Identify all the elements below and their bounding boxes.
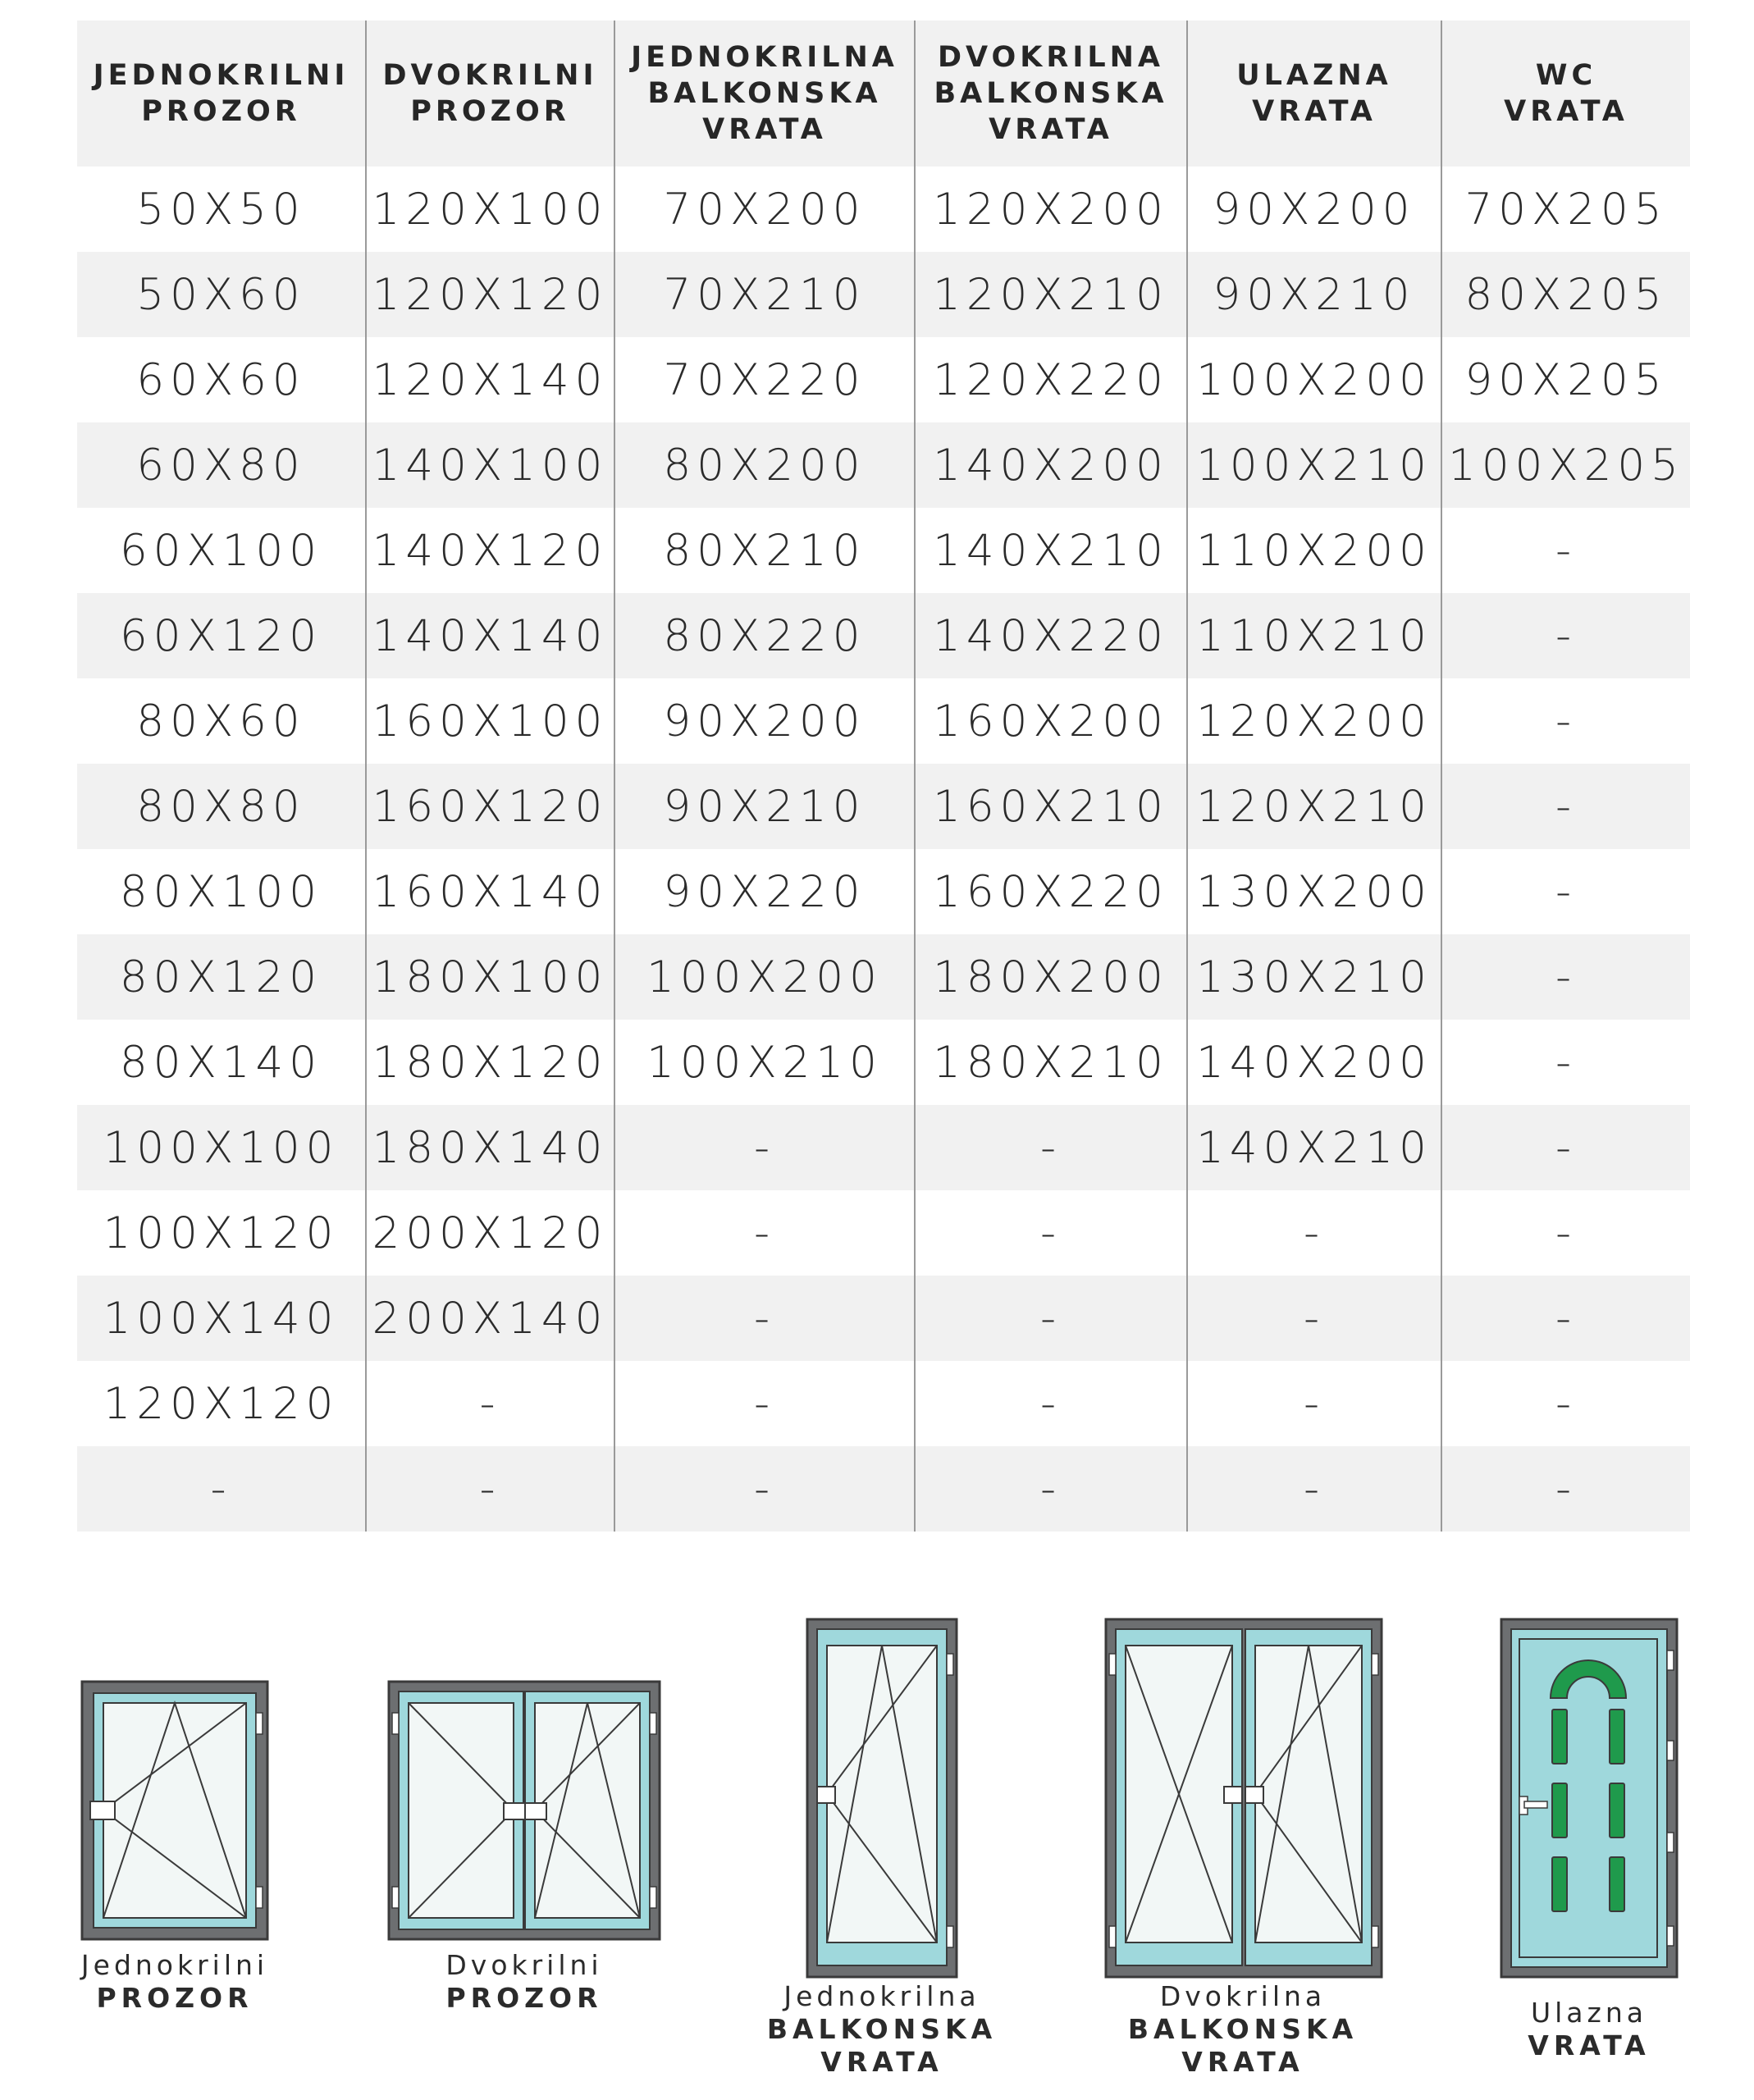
table-cell: 160X100 — [366, 678, 614, 764]
table-cell: 100X140 — [77, 1276, 366, 1361]
table-cell: - — [1441, 1190, 1690, 1276]
double-balcony-door-icon — [1104, 1618, 1383, 1979]
table-row — [77, 422, 1690, 508]
table-header-row — [77, 21, 1690, 167]
table-cell: 120X200 — [915, 167, 1187, 252]
table-cell: 50X50 — [136, 184, 306, 235]
table-row — [77, 1446, 1690, 1532]
table-cell: 90X210 — [1187, 252, 1441, 337]
header-single-window: JEDNOKRILNI PROZOR — [77, 21, 366, 167]
table-cell: 80X205 — [1441, 252, 1690, 337]
table-cell: - — [1441, 849, 1690, 934]
table-cell: 120X210 — [1187, 764, 1441, 849]
table-cell: - — [614, 1361, 915, 1446]
table-cell: 120X200 — [1187, 678, 1441, 764]
table-cell: - — [1441, 764, 1690, 849]
table-cell: 160X200 — [915, 678, 1187, 764]
table-cell: - — [1441, 1446, 1690, 1532]
table-row — [77, 1276, 1690, 1361]
size-table — [77, 21, 1690, 1532]
table-row — [77, 764, 1690, 849]
single-window-figure — [80, 1680, 269, 1941]
table-row — [77, 1020, 1690, 1105]
table-cell: 160X120 — [366, 764, 614, 849]
header-double-balcony-door: DVOKRILNA BALKONSKA VRATA — [915, 21, 1187, 167]
table-cell: - — [1441, 678, 1690, 764]
table-cell: 100X210 — [1187, 422, 1441, 508]
double-window-figure — [387, 1680, 661, 1941]
table-cell: - — [1187, 1361, 1441, 1446]
table-cell: 120X120 — [366, 252, 614, 337]
table-cell: 180X120 — [366, 1020, 614, 1105]
table-cell: 140X220 — [915, 593, 1187, 678]
table-row — [77, 593, 1690, 678]
table-cell: 60X100 — [120, 525, 322, 576]
table-cell: - — [1187, 1276, 1441, 1361]
table-cell: 140X140 — [366, 593, 614, 678]
table-cell: 120X120 — [103, 1378, 340, 1429]
table-cell: 180X200 — [915, 934, 1187, 1020]
header-wc-door: WC VRATA — [1441, 21, 1690, 167]
single-balcony-door-figure — [806, 1618, 958, 1979]
table-cell: 120X100 — [366, 167, 614, 252]
header-single-balcony-door: JEDNOKRILNA BALKONSKA VRATA — [614, 21, 915, 167]
table-cell: - — [77, 1446, 366, 1532]
table-cell: - — [1187, 1190, 1441, 1276]
table-cell: 60X60 — [136, 354, 306, 405]
table-cell: - — [614, 1105, 915, 1190]
table-cell: 140X200 — [1187, 1020, 1441, 1105]
table-cell: 140X200 — [915, 422, 1187, 508]
table-cell: 110X200 — [1187, 508, 1441, 593]
table-cell: 100X120 — [103, 1208, 340, 1258]
table-cell: 80X140 — [120, 1037, 322, 1088]
table-cell: 80X60 — [136, 696, 306, 746]
table-cell: - — [1441, 593, 1690, 678]
table-cell: - — [1441, 1276, 1690, 1361]
table-row — [77, 678, 1690, 764]
table-cell: 100X200 — [1187, 337, 1441, 422]
table-cell: 140X210 — [1187, 1105, 1441, 1190]
table-row — [77, 252, 1690, 337]
table-cell: 160X140 — [366, 849, 614, 934]
header-entrance-door: ULAZNA VRATA — [1187, 21, 1441, 167]
entrance-door-figure — [1500, 1618, 1679, 1979]
caption-double-window: Dvokrilni PROZOR — [445, 1949, 603, 2014]
table-cell: - — [1441, 934, 1690, 1020]
table-cell: 100X205 — [1441, 422, 1690, 508]
table-cell: - — [915, 1276, 1187, 1361]
table-cell: - — [614, 1190, 915, 1276]
table-row — [77, 1105, 1690, 1190]
table-cell: - — [1187, 1446, 1441, 1532]
table-cell: - — [1441, 508, 1690, 593]
table-cell: 160X220 — [915, 849, 1187, 934]
table-row — [77, 934, 1690, 1020]
table-cell: 80X220 — [614, 593, 915, 678]
table-cell: - — [614, 1446, 915, 1532]
table-cell: 120X140 — [366, 337, 614, 422]
table-cell: 110X210 — [1187, 593, 1441, 678]
table-cell: 90X205 — [1441, 337, 1690, 422]
table-cell: 90X210 — [614, 764, 915, 849]
table-cell: 140X210 — [915, 508, 1187, 593]
caption-single-balcony-door: Jednokrilna BALKONSKA VRATA — [766, 1980, 998, 2078]
table-cell: 160X210 — [915, 764, 1187, 849]
table-cell: 80X120 — [77, 934, 366, 1020]
table-row — [77, 337, 1690, 422]
table-cell: - — [915, 1190, 1187, 1276]
entrance-door-icon — [1500, 1618, 1679, 1979]
table-cell: 80X100 — [120, 866, 322, 917]
table-cell: - — [366, 1446, 614, 1532]
double-window-icon — [387, 1680, 661, 1941]
table-cell: 70X200 — [614, 167, 915, 252]
table-cell: - — [915, 1105, 1187, 1190]
double-balcony-door-figure — [1104, 1618, 1383, 1979]
table-cell: 70X210 — [614, 252, 915, 337]
table-cell: 100X200 — [614, 934, 915, 1020]
table-cell: 80X80 — [77, 764, 366, 849]
table-body — [77, 167, 1690, 1532]
table-cell: 70X205 — [1441, 167, 1690, 252]
table-cell: 80X210 — [614, 508, 915, 593]
single-balcony-door-icon — [806, 1618, 958, 1979]
table-row — [77, 508, 1690, 593]
table-cell: 60X120 — [77, 593, 366, 678]
table-cell: 140X120 — [366, 508, 614, 593]
table-cell: 200X120 — [366, 1190, 614, 1276]
header-double-window: DVOKRILNI PROZOR — [366, 21, 614, 167]
table-cell: 90X200 — [1187, 167, 1441, 252]
caption-single-window: Jednokrilni PROZOR — [80, 1949, 269, 2014]
table-row — [77, 1190, 1690, 1276]
table-row — [77, 167, 1690, 252]
table-cell: 200X140 — [366, 1276, 614, 1361]
table-cell: 70X220 — [614, 337, 915, 422]
table-cell: 120X210 — [915, 252, 1187, 337]
table-cell: - — [1441, 1020, 1690, 1105]
table-cell: - — [614, 1276, 915, 1361]
single-window-icon — [80, 1680, 269, 1941]
table-cell: 50X60 — [77, 252, 366, 337]
table-cell: - — [915, 1361, 1187, 1446]
table-cell: 90X220 — [614, 849, 915, 934]
table-cell: 100X210 — [614, 1020, 915, 1105]
table-cell: 180X140 — [366, 1105, 614, 1190]
table-cell: - — [915, 1446, 1187, 1532]
table-cell: - — [366, 1361, 614, 1446]
table-cell: 60X80 — [77, 422, 366, 508]
table-cell: 90X200 — [614, 678, 915, 764]
table-row — [77, 849, 1690, 934]
table-cell: 130X210 — [1187, 934, 1441, 1020]
table-cell: 180X210 — [915, 1020, 1187, 1105]
table-cell: 130X200 — [1187, 849, 1441, 934]
table-cell: 100X100 — [77, 1105, 366, 1190]
table-row — [77, 1361, 1690, 1446]
table-cell: 140X100 — [366, 422, 614, 508]
table-cell: - — [1441, 1361, 1690, 1446]
table-cell: - — [1441, 1105, 1690, 1190]
table-cell: 120X220 — [915, 337, 1187, 422]
table-cell: 80X200 — [614, 422, 915, 508]
caption-double-balcony-door: Dvokrilna BALKONSKA VRATA — [1127, 1980, 1359, 2078]
caption-entrance-door: Ulazna VRATA — [1528, 1997, 1651, 2061]
table-cell: 180X100 — [366, 934, 614, 1020]
